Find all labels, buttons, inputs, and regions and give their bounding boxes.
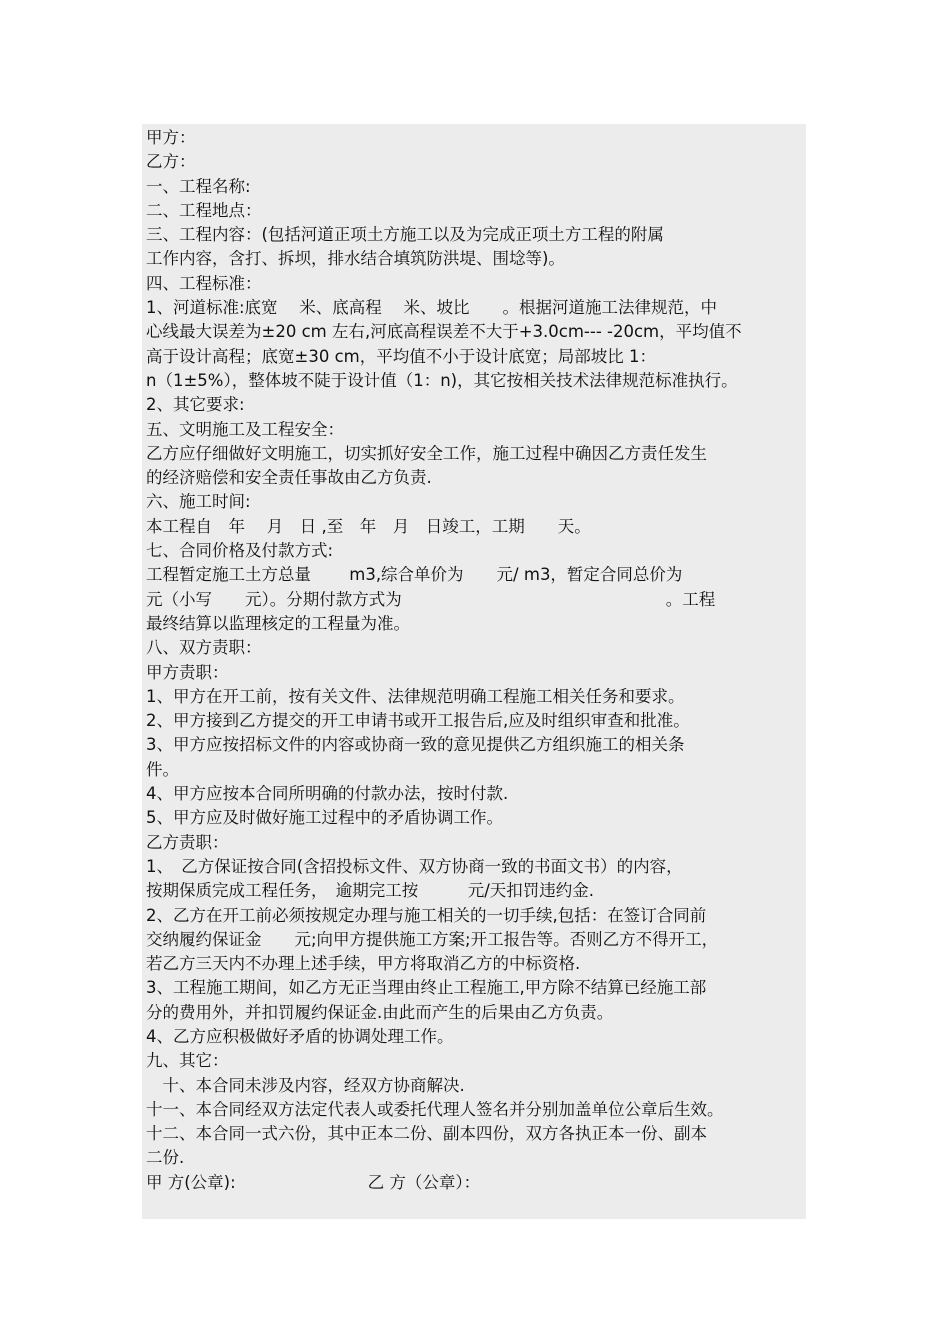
text-line: 1、河道标准:底宽 米、底高程 米、坡比 。根据河道施工法律规范，中 <box>146 298 718 318</box>
text-line: 5、甲方应及时做好施工过程中的矛盾协调工作。 <box>146 808 503 828</box>
text-line: 最终结算以监理核定的工程量为准。 <box>146 613 410 633</box>
text-line: 十二、本合同一式六份，其中正本二份、副本四份，双方各执正本一份、副本 <box>146 1124 707 1144</box>
text-line: 五、文明施工及工程安全： <box>146 419 344 439</box>
text-line: 高于设计高程；底宽±30 cm，平均值不小于设计底宽；局部坡比 1： <box>146 346 656 366</box>
text-line: 交纳履约保证金 元;向甲方提供施工方案;开工报告等。否则乙方不得开工， <box>146 929 719 949</box>
signature-line: 甲 方(公章): 乙 方（公章）： <box>146 1172 481 1192</box>
text-line: 4、乙方应积极做好矛盾的协调处理工作。 <box>146 1026 454 1046</box>
text-line: 2、其它要求: <box>146 395 245 415</box>
text-line: 二份. <box>146 1148 185 1168</box>
text-line: 八、双方责职： <box>146 638 262 658</box>
text-line: 4、甲方应按本合同所明确的付款办法，按时付款. <box>146 784 509 804</box>
text-line: n（1±5%），整体坡不陡于设计值（1：n)，其它按相关技术法律规范标准执行。 <box>146 370 738 390</box>
text-line: 件。 <box>146 759 179 779</box>
text-line: 1、甲方在开工前，按有关文件、法律规范明确工程施工相关任务和要求。 <box>146 686 685 706</box>
text-line: 二、工程地点： <box>146 200 262 220</box>
text-line: 3、甲方应按招标文件的内容或协商一致的意见提供乙方组织施工的相关条 <box>146 735 685 755</box>
text-line: 七、合同价格及付款方式: <box>146 541 334 561</box>
text-line: 若乙方三天内不办理上述手续，甲方将取消乙方的中标资格. <box>146 954 581 974</box>
text-line: 六、施工时间: <box>146 492 251 512</box>
text-line: 九、其它： <box>146 1051 229 1071</box>
text-line: 乙方责职： <box>146 832 229 852</box>
text-line: 分的费用外，并扣罚履约保证金.由此而产生的后果由乙方负责。 <box>146 1002 614 1022</box>
text-line: 1、 乙方保证按合同(含招投标文件、双方协商一致的书面文书）的内容， <box>146 856 683 876</box>
text-line: 甲方责职： <box>146 662 229 682</box>
text-line: 本工程自 年 月 日 ,至 年 月 日竣工，工期 天。 <box>146 516 591 536</box>
text-line: 三、工程内容：(包括河道正项土方施工以及为完成正项土方工程的附属 <box>146 225 664 245</box>
text-line: 2、甲方接到乙方提交的开工申请书或开工报告后,应及时组织审查和批准。 <box>146 711 690 731</box>
text-line: 一、工程名称: <box>146 176 251 196</box>
text-line: 的经济赔偿和安全责任事故由乙方负责. <box>146 468 432 488</box>
text-line: 工程暂定施工土方总量 m3,综合单价为 元/ m3，暂定合同总价为 <box>146 565 683 585</box>
text-line: 乙方： <box>146 152 196 172</box>
contract-document <box>142 124 806 1219</box>
text-line: 十一、本合同经双方法定代表人或委托代理人签名并分别加盖单位公章后生效。 <box>146 1099 724 1119</box>
text-line: 十、本合同未涉及内容，经双方协商解决. <box>146 1075 465 1095</box>
text-line: 3、工程施工期间，如乙方无正当理由终止工程施工,甲方除不结算已经施工部 <box>146 978 707 998</box>
text-line: 元（小写 元）。分期付款方式为 。工程 <box>146 589 716 609</box>
text-line: 工作内容，含打、拆坝，排水结合填筑防洪堤、围埝等)。 <box>146 249 565 269</box>
text-line: 甲方： <box>146 128 196 147</box>
text-line: 按期保质完成工程任务， 逾期完工按 元/天扣罚违约金. <box>146 881 595 901</box>
text-line: 2、乙方在开工前必须按规定办理与施工相关的一切手续,包括：在签订合同前 <box>146 905 707 925</box>
text-line: 乙方应仔细做好文明施工，切实抓好安全工作，施工过程中确因乙方责任发生 <box>146 443 707 463</box>
text-line: 心线最大误差为±20 cm 左右,河底高程误差不大于+3.0cm--- -20cm，平均值不 <box>146 322 742 342</box>
text-line: 四、工程标准： <box>146 273 262 293</box>
